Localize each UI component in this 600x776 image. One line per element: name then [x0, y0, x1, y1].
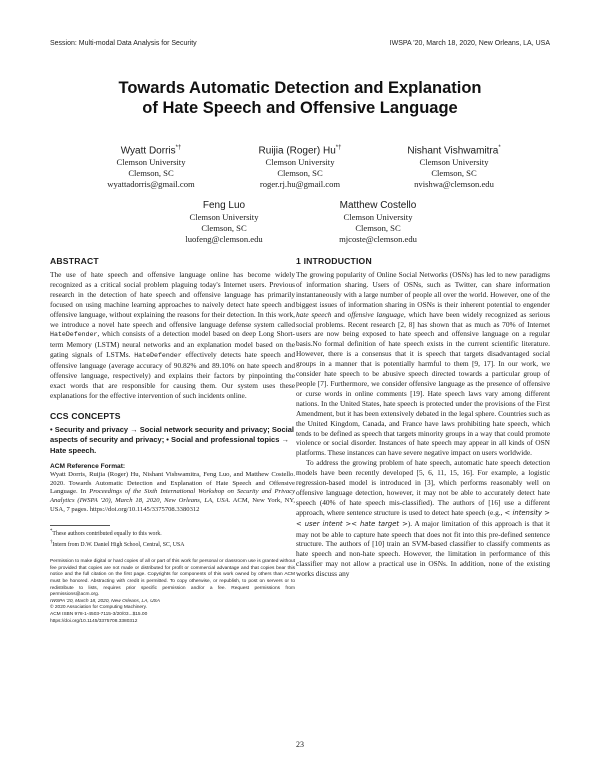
paper-title	[0, 78, 600, 118]
left-column	[50, 256, 295, 625]
sentence-template: < intensity >< user intent >< hate target >	[296, 508, 550, 528]
abstract-text: The use of hate speech and offensive language online has become widely recognized as a critical social problem plaguing today's Internet users. Previous research in the detection of hate speech and offensive language has primarily focused on using machine learning approaches to naively detect hate speech and offensive language, without explaining the reasons for their detection. In this work, we introduce a novel hate speech and offensive language defense system called HateDefender, which consists of a detection model based on deep Long Short-term Memory (LSTM) neural networks and an explanation model based on the gating signals of LSTMs. HateDefender effectively detects hate speech and offensive language (average accuracy of 90.82% and 89.10% on hate speech and offensive language, respectively) and explains their factors by pinpointing the exact words that are responsible for causing them. Our system uses these explanations for the effective intervention of such incidents online.	[50, 270, 295, 400]
permission-notice: Permission to make digital or hard copies of all or part of this work for personal or classroom use is granted without fee provided that copies are not made or distributed for profit or commercial advantage and that copies bear this notice and the full citation on the first page. Copyrights for components of this work owned by others than ACM must be honored. Abstracting with credit is permitted. To copy otherwise, or republish, to post on servers or to redistribute to lists, requires prior specific permission and/or a fee. Request permissions from permissions@acm.org.	[50, 559, 295, 598]
title-line-1: Towards Automatic Detection and Explanation	[118, 79, 482, 97]
author-name: Matthew Costello	[339, 200, 417, 211]
title-line-2: of Hate Speech and Offensive Language	[142, 99, 458, 117]
author-email: roger.rj.hu@gmail.com	[259, 179, 341, 190]
system-name: HateDefender	[50, 331, 98, 339]
author-block	[71, 142, 231, 190]
author-name: Ruijia (Roger) Hu	[258, 145, 336, 157]
author-block	[298, 199, 458, 245]
ccs-concepts: • Security and privacy → Social network security and privacy; Social aspects of security and privacy; • Social and professional topics → Hate speech.	[50, 424, 294, 455]
copyright-line: © 2020 Association for Computing Machinery.	[50, 605, 148, 611]
author-block	[144, 199, 304, 245]
author-mark: *	[498, 145, 501, 151]
author-email: luofeng@clemson.edu	[185, 234, 263, 244]
introduction-heading: 1 INTRODUCTION	[296, 256, 372, 266]
author-affiliation: Clemson University	[343, 212, 413, 222]
author-name: Nishant Vishwamitra	[407, 145, 499, 157]
author-location: Clemson, SC	[431, 168, 477, 179]
ccs-heading: CCS CONCEPTS	[50, 410, 121, 421]
running-header-left: Session: Multi-modal Data Analysis for Security	[50, 40, 197, 47]
author-name: Feng Luo	[202, 200, 246, 211]
running-header-right: IWSPA '20, March 18, 2020, New Orleans, LA, USA	[389, 40, 550, 47]
doi-line: https://doi.org/10.1145/3375708.3380312	[50, 618, 138, 624]
author-affiliation: Clemson University	[116, 157, 186, 168]
isbn-line: ACM ISBN 978-1-4503-7115-3/20/03...$15.00	[50, 612, 148, 618]
author-name: Wyatt Dorris	[120, 145, 176, 157]
page-number: 23	[296, 740, 304, 749]
intro-paragraph-1: The growing popularity of Online Social Networks (OSNs) has led to new paradigms of information sharing. Users of OSNs, such as Twitter, can share information instantaneously with a large number of people all over the world. However, one of the biggest issues of information sharing in OSNs is their inherent potential to engender hate speech and offensive language, which have been widely recognized as serious social problems. Recent research [2, 8] has shown that as much as 70% of Internet users are now being exposed to hate speech and offensive language on a regular basis.No formal definition of hate speech exists in the current scientific literature. However, there is a consensus that it is speech that targets disadvantaged social groups in a manner that is potentially harmful to them [9, 17]. In our work, we consider hate speech to be abusive speech directed towards a particular group of people [7]. Furthermore, we consider offensive language as the presence of offensive or curse words in online comments [19]. Hate speech laws vary among different nations. In the United States, hate speech is protected under the provisions of the First Amendment, but it has been extensively debated in the legal sphere. Countries such as the United Kingdom, Canada, and France have laws prohibiting hate speech, which tends to be defined as speech that targets minority groups in a way that could promote violence or social disorder. Instances of hate speech may appear in all kinds of OSN platforms. These instances can have severe negative impact on users worldwide.	[296, 270, 550, 458]
author-email: mjcoste@clemson.edu	[339, 234, 417, 244]
permission-venue: IWSPA '20, March 18, 2020, New Orleans, LA, USA	[50, 598, 160, 604]
author-location: Clemson, SC	[355, 223, 401, 233]
right-column	[296, 256, 550, 579]
author-email: wyattadorris@gmail.com	[107, 179, 195, 190]
footnote-rule	[50, 525, 110, 526]
footnote-equal-contribution: *These authors contributed equally to this work.	[50, 529, 162, 538]
author-block	[374, 142, 534, 190]
author-location: Clemson, SC	[128, 168, 174, 179]
system-name: HateDefender	[134, 352, 182, 360]
author-location: Clemson, SC	[201, 223, 247, 233]
author-email: nvishwa@clemson.edu	[414, 179, 494, 190]
author-mark: *†	[335, 145, 342, 151]
author-block	[220, 142, 380, 190]
author-affiliation: Clemson University	[265, 157, 335, 168]
acm-reference: Wyatt Dorris, Ruijia (Roger) Hu, Nishant Vishwamitra, Feng Luo, and Matthew Costello. 2020. Towards Automatic Detection and Explanation of Hate Speech and Offensive Language. In Proceedings of the Sixth International Workshop on Security and Privacy Analytics (IWSPA '20), March 18, 2020, New Orleans, LA, USA. ACM, New York, NY, USA, 7 pages. https://doi.org/10.1145/3375708.3380312	[50, 471, 295, 513]
intro-paragraph-2: To address the growing problem of hate speech, automatic hate speech detection models have been recently developed [5, 6, 11, 15, 16]. For example, a logistic regression-based model is introduced in [3], which performs reasonably well on offensive language detection, however, it may not be able to accurately detect hate speech (40% of hate speech mis-classified). The authors of [16] use a different approach, where sentence structure is used to detect hate speech (e.g., < intensity >< user intent >< hate target >). A major limitation of this approach is that it may not be able to capture hate speech that does not fit into this pre-defined sentence structure. The authors of [10] train an SVM-based classifier to classify comments as hate speech and non-hate speech. However, the limitation in performance of this classifier may not allow a practical use in OSNs. In addition, none of the existing works discuss any	[296, 458, 550, 579]
acm-ref-heading: ACM Reference Format:	[50, 463, 126, 471]
author-affiliation: Clemson University	[189, 212, 259, 222]
abstract-heading: ABSTRACT	[50, 256, 99, 266]
author-location: Clemson, SC	[277, 168, 323, 179]
author-mark: *†	[175, 145, 182, 151]
footnote-intern: †Intern from D.W. Daniel High School, Central, SC, USA	[50, 539, 185, 548]
author-affiliation: Clemson University	[419, 157, 489, 168]
